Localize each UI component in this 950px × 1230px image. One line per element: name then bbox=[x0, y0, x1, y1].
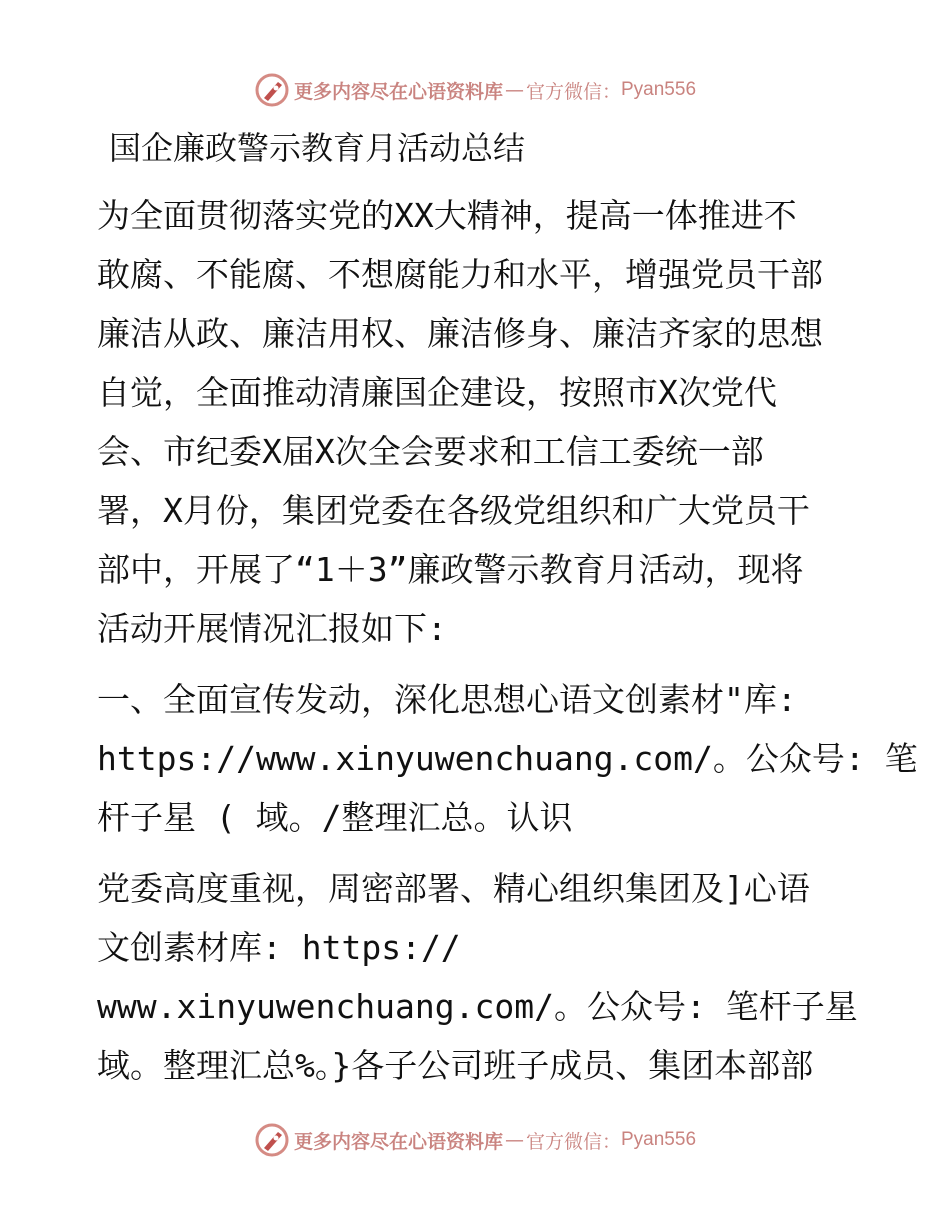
document-body bbox=[97, 120, 918, 1095]
text-line: 杆子星 ( 域。/整理汇总。认识 bbox=[97, 798, 573, 837]
pen-logo-icon bbox=[254, 1122, 290, 1158]
watermark-brand: 更多内容尽在心语资料库 bbox=[293, 1130, 503, 1153]
text-line: 党委高度重视，周密部署、精心组织集团及]心语 bbox=[97, 869, 810, 908]
paragraph-section-one bbox=[97, 670, 918, 847]
text-line: 敢腐、不能腐、不想腐能力和水平，增强党员干部 bbox=[97, 255, 823, 294]
text-line: 活动开展情况汇报如下: bbox=[97, 609, 447, 648]
watermark-separator: — bbox=[504, 1129, 524, 1151]
watermark-wechat-id: Pyan556 bbox=[621, 1129, 697, 1150]
paragraph-intro bbox=[97, 186, 857, 658]
text-line: 廉洁从政、廉洁用权、廉洁修身、廉洁齐家的思想 bbox=[97, 314, 823, 353]
watermark-brand: 更多内容尽在心语资料库 bbox=[293, 80, 503, 103]
text-line: 自觉，全面推动清廉国企建设，按照市X次党代 bbox=[97, 373, 777, 412]
text-line: www.xinyuwenchuang.com/。公众号: 笔杆子星 bbox=[97, 987, 858, 1026]
text-line: 域。整理汇总%。}各子公司班子成员、集团本部部 bbox=[97, 1046, 814, 1085]
watermark-banner-top bbox=[0, 70, 950, 110]
text-line: 文创素材库: https:// bbox=[97, 928, 461, 967]
pen-logo-icon bbox=[254, 72, 290, 108]
watermark-separator: — bbox=[504, 79, 524, 101]
text-line: 会、市纪委X届X次全会要求和工信工委统一部 bbox=[97, 432, 764, 471]
watermark-banner-bottom bbox=[0, 1120, 950, 1160]
watermark-wechat-id: Pyan556 bbox=[621, 79, 697, 100]
text-line: 部中，开展了“1＋3”廉政警示教育月活动，现将 bbox=[97, 550, 804, 589]
watermark-wechat-label: 官方微信： bbox=[525, 80, 621, 103]
text-line: 一、全面宣传发动，深化思想心语文创素材"库: bbox=[97, 680, 797, 719]
text-line: https://www.xinyuwenchuang.com/。公众号: 笔 bbox=[97, 739, 918, 778]
document-title: 国企廉政警示教育月活动总结 bbox=[109, 129, 526, 167]
text-line: 为全面贯彻落实党的XX大精神，提高一体推进不 bbox=[97, 196, 797, 235]
watermark-wechat-label: 官方微信： bbox=[525, 1130, 621, 1153]
text-line: 署，X月份，集团党委在各级党组织和广大党员干 bbox=[97, 491, 810, 530]
paragraph-party-committee bbox=[97, 859, 857, 1095]
